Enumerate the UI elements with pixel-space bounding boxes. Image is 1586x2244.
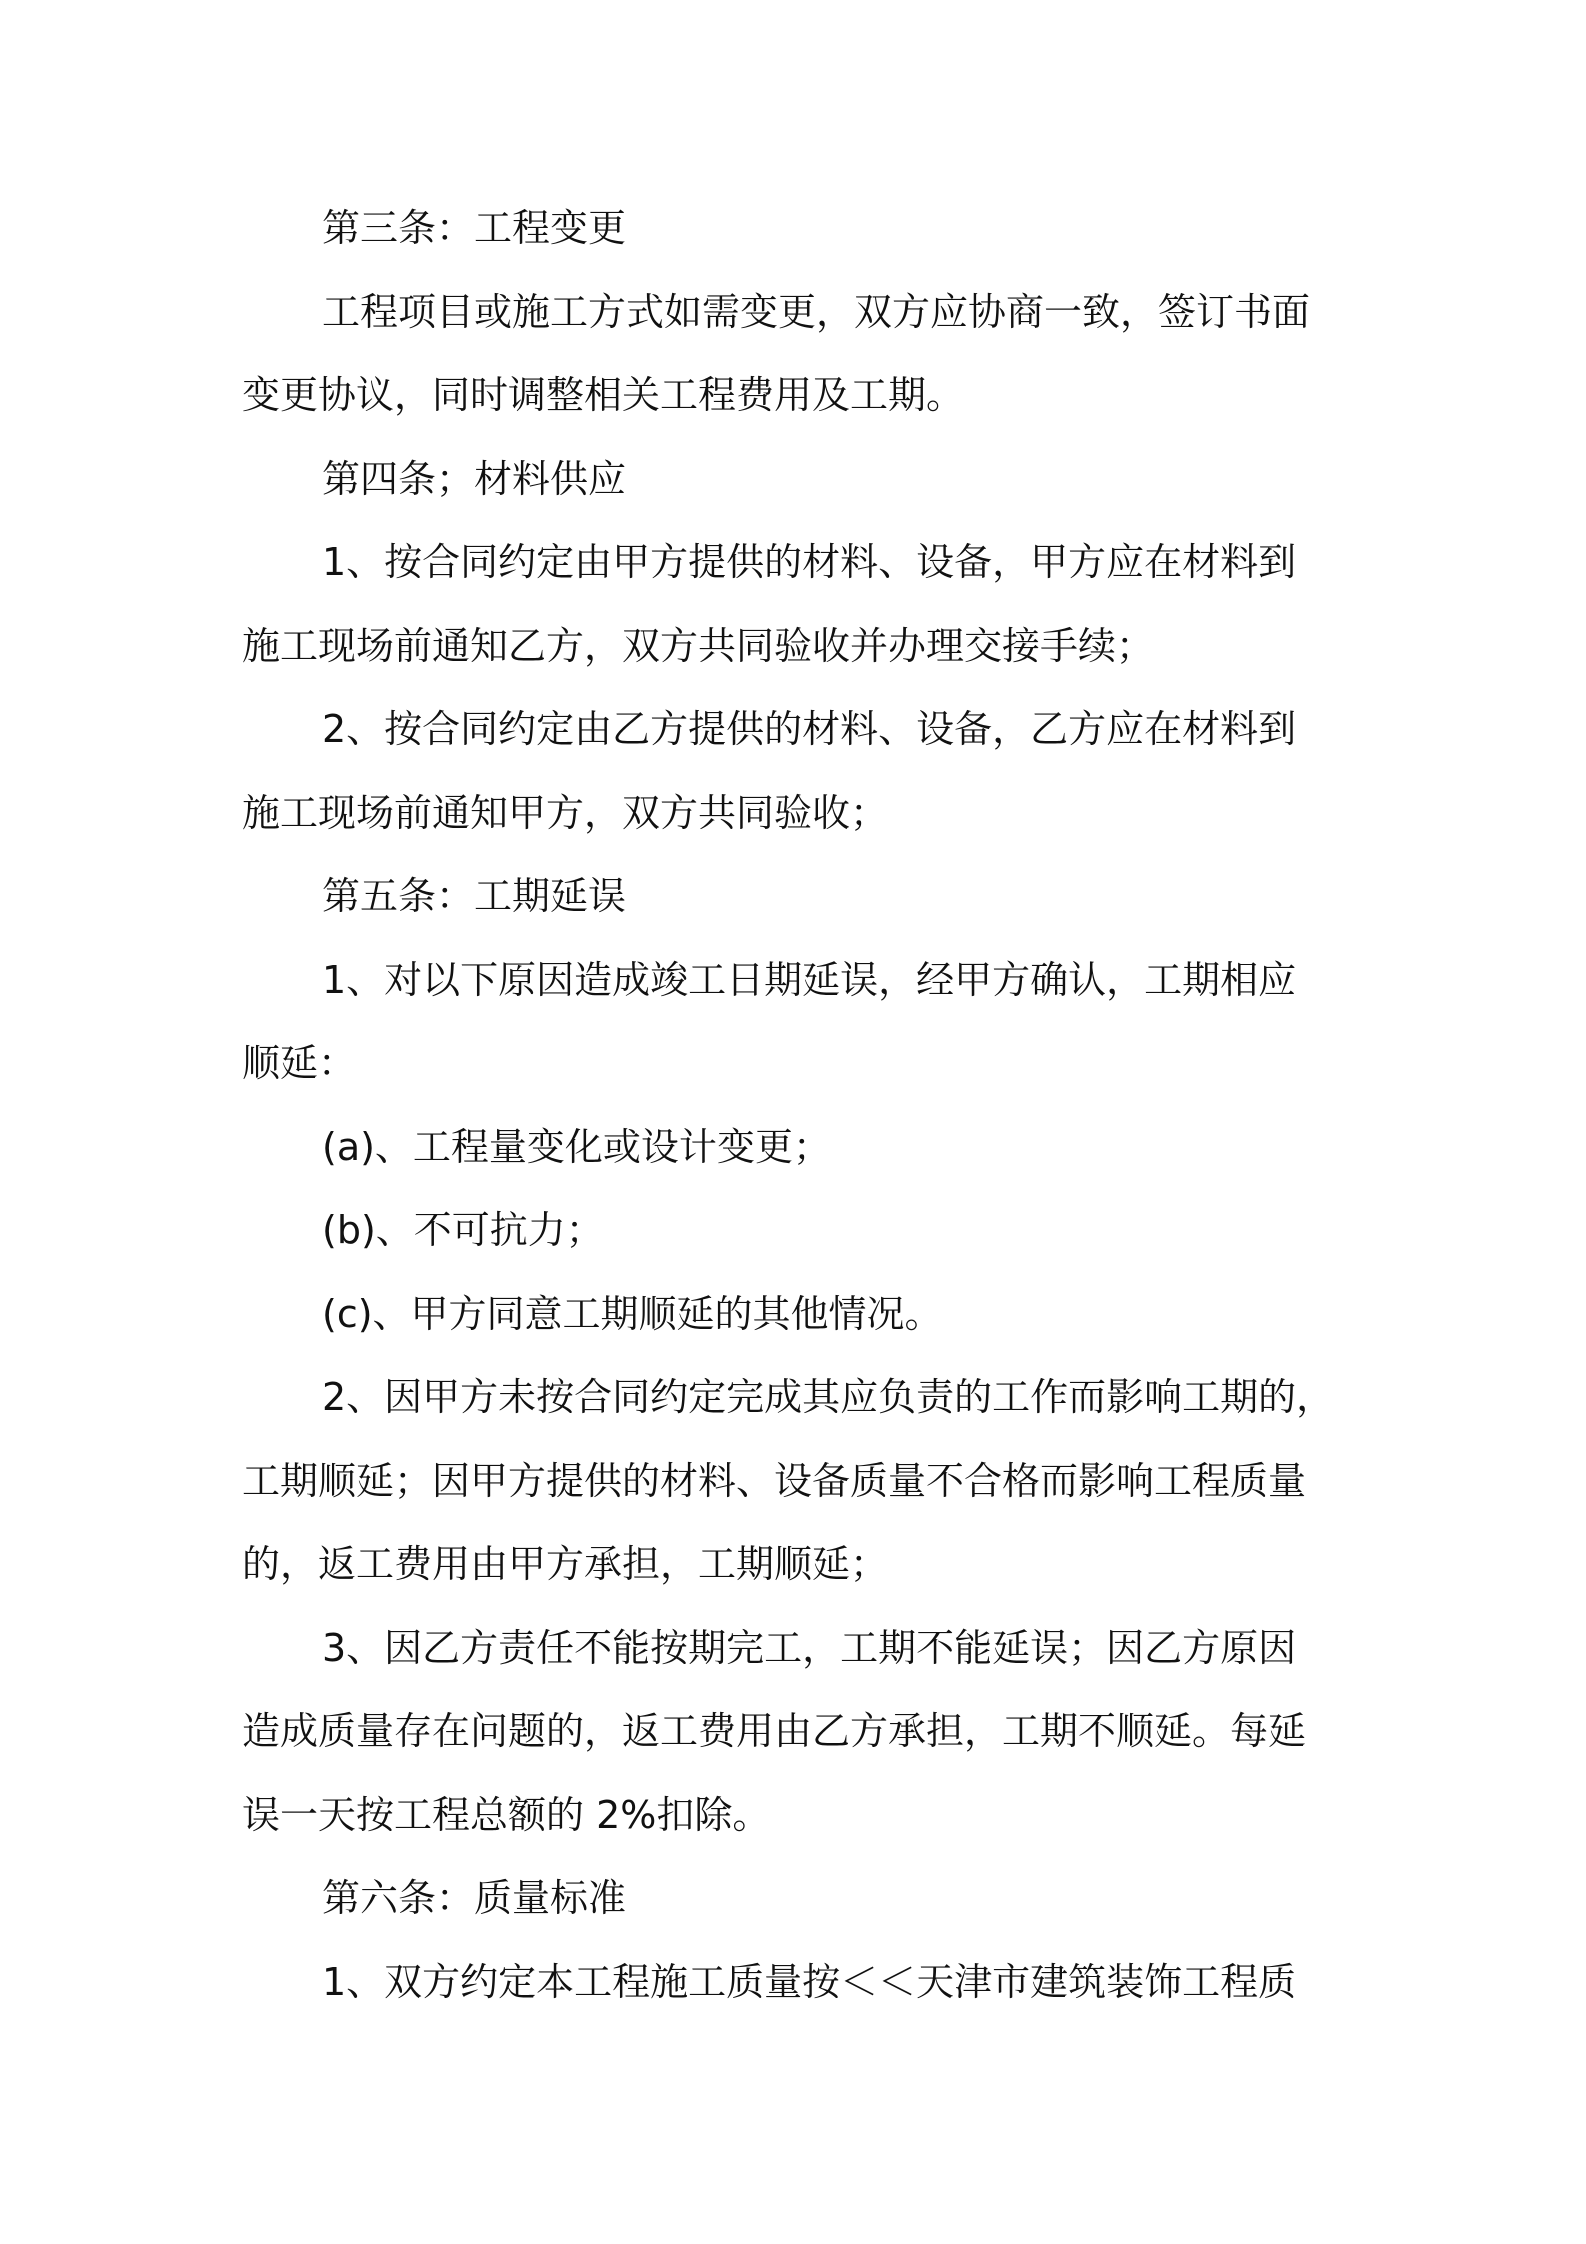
- article-5-heading: 第五条：工期延误: [322, 874, 627, 918]
- paragraph-line: 顺延：: [242, 1041, 357, 1085]
- paragraph-line: 1、按合同约定由甲方提供的材料、设备，甲方应在材料到: [322, 540, 1297, 584]
- paragraph-line: 施工现场前通知甲方，双方共同验收；: [242, 791, 889, 835]
- paragraph-line: 误一天按工程总额的 2%扣除。: [242, 1793, 771, 1837]
- paragraph-line: 变更协议，同时调整相关工程费用及工期。: [242, 373, 965, 417]
- list-item-b: (b)、不可抗力；: [322, 1208, 604, 1252]
- paragraph-line: 1、双方约定本工程施工质量按＜＜天津市建筑装饰工程质: [322, 1960, 1297, 2004]
- paragraph-line: 造成质量存在问题的，返工费用由乙方承担，工期不顺延。每延: [242, 1709, 1307, 1753]
- paragraph-line: 工期顺延；因甲方提供的材料、设备质量不合格而影响工程质量: [242, 1459, 1307, 1503]
- paragraph-line: 工程项目或施工方式如需变更，双方应协商一致，签订书面: [322, 290, 1311, 334]
- paragraph-line: 2、因甲方未按合同约定完成其应负责的工作而影响工期的，: [322, 1375, 1335, 1419]
- paragraph-line: 2、按合同约定由乙方提供的材料、设备，乙方应在材料到: [322, 707, 1297, 751]
- article-6-heading: 第六条：质量标准: [322, 1876, 627, 1920]
- paragraph-line: 施工现场前通知乙方，双方共同验收并办理交接手续；: [242, 624, 1155, 668]
- list-item-c: (c)、甲方同意工期顺延的其他情况。: [322, 1292, 943, 1336]
- article-4-heading: 第四条；材料供应: [322, 457, 627, 501]
- paragraph-line: 的，返工费用由甲方承担，工期顺延；: [242, 1542, 889, 1586]
- list-item-a: (a)、工程量变化或设计变更；: [322, 1125, 831, 1169]
- paragraph-line: 3、因乙方责任不能按期完工，工期不能延误；因乙方原因: [322, 1626, 1297, 1670]
- article-3-heading: 第三条：工程变更: [322, 206, 627, 250]
- paragraph-line: 1、对以下原因造成竣工日期延误，经甲方确认，工期相应: [322, 958, 1297, 1002]
